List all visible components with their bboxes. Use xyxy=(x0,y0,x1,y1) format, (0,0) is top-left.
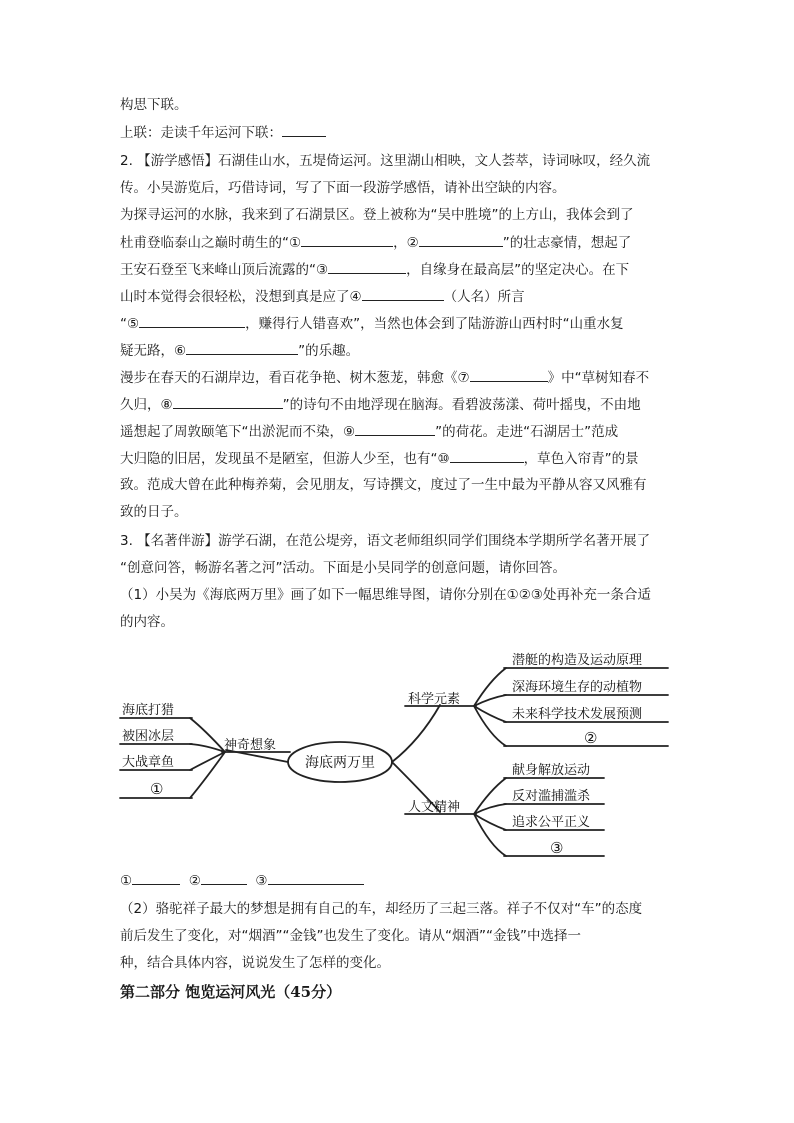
answer-line: ① ② ③ xyxy=(120,870,680,891)
branch-node-right-bottom: 人文精神 xyxy=(408,800,461,815)
right-top-item: 深海环境生存的动植物 xyxy=(512,680,643,695)
answer-blank-2[interactable] xyxy=(419,232,503,247)
text-line: 构思下联。 xyxy=(120,97,188,113)
text-line: “⑤ ，赚得行人错喜欢”，当然也体会到了陆游游山西村时“山重水复 xyxy=(120,313,680,334)
answer-blank-3[interactable] xyxy=(328,259,406,274)
branch-node-left: 神奇想象 xyxy=(224,738,277,753)
connector xyxy=(190,752,225,798)
text-line: 遥想起了周敦颐笔下“出淤泥而不染，⑨ ”的荷花。走进“石湖居士”范成 xyxy=(120,421,680,442)
text-line: 山时本觉得会很轻松，没想到真是应了④ （人名）所言 xyxy=(120,286,680,307)
section-heading: 第二部分 饱览运河风光（45分） xyxy=(120,983,342,1001)
branch-node-right-top: 科学元素 xyxy=(408,692,461,707)
answer-blank-10[interactable] xyxy=(450,448,524,463)
connector xyxy=(474,695,506,706)
text-line: 上联：走读千年运河下联： xyxy=(120,122,680,143)
right-top-item: 未来科学技术发展预测 xyxy=(512,707,643,722)
text-line: 久归，⑧ ”的诗句不由地浮现在脑海。看碧波荡漾、荷叶摇曳，不由地 xyxy=(120,394,680,415)
answer-blank-9[interactable] xyxy=(355,421,435,436)
answer-blank-map-2[interactable] xyxy=(201,870,247,885)
text-line: 种，结合具体内容，说说发生了怎样的变化。 xyxy=(120,955,390,971)
connector xyxy=(474,668,506,706)
text-line: 王安石登至飞来峰山顶后流露的“③ ，自缘身在最高层”的坚定决心。在下 xyxy=(120,259,680,280)
right-bottom-item: 反对滥捕滥杀 xyxy=(512,789,591,804)
right-top-item-blank: ② xyxy=(584,729,598,747)
text-line: 的内容。 xyxy=(120,614,174,630)
connector xyxy=(474,814,506,856)
left-item: 海底打猎 xyxy=(122,703,175,718)
text-line: 大归隐的旧居，发现虽不是陋室，但游人少至，也有“⑩ ，草色入帘青”的景 xyxy=(120,448,680,469)
text-line: 杜甫登临泰山之巅时萌生的“① ，② ”的壮志豪情，想起了 xyxy=(120,232,680,253)
text-line: 漫步在春天的石湖岸边，看百花争艳、树木葱茏，韩愈《⑦ 》中“草树知春不 xyxy=(120,367,680,388)
mind-map-diagram xyxy=(0,640,794,870)
text-line: 疑无路，⑥ ”的乐趣。 xyxy=(120,340,680,361)
text-line: 传。小吴游览后，巧借诗词，写了下面一段游学感悟，请补出空缺的内容。 xyxy=(120,180,566,196)
answer-blank-map-3[interactable] xyxy=(268,870,364,885)
answer-blank-7[interactable] xyxy=(470,367,548,382)
answer-blank-4[interactable] xyxy=(362,286,444,301)
text-line: 致。范成大曾在此种梅养菊，会见朋友，写诗撰文，度过了一生中最为平静从容又风雅有 xyxy=(120,477,647,493)
right-bottom-item-blank: ③ xyxy=(550,839,564,857)
connector xyxy=(474,804,506,814)
left-item: 被困冰层 xyxy=(122,729,175,744)
text-line: （2）骆驼祥子最大的梦想是拥有自己的车，却经历了三起三落。祥子不仅对“车”的态度 xyxy=(120,901,643,917)
answer-blank-6[interactable] xyxy=(186,340,298,355)
right-bottom-item: 献身解放运动 xyxy=(512,763,591,778)
answer-blank-8[interactable] xyxy=(173,394,283,409)
question-2-line: 2. 【游学感悟】石湖佳山水，五堤倚运河。这里湖山相映，文人荟萃，诗词咏叹，经久流 xyxy=(120,153,651,169)
text-line: “创意问答，畅游名著之河”活动。下面是小吴同学的创意问题，请你回答。 xyxy=(120,560,566,576)
connector xyxy=(392,705,440,762)
left-item-blank: ① xyxy=(150,780,164,798)
answer-blank-1[interactable] xyxy=(301,232,393,247)
connector xyxy=(474,706,506,746)
answer-blank[interactable] xyxy=(282,122,326,137)
text-line: 致的日子。 xyxy=(120,504,188,520)
right-top-item: 潜艇的构造及运动原理 xyxy=(512,653,643,668)
left-item: 大战章鱼 xyxy=(122,755,175,770)
question-3-line: 3. 【名著伴游】游学石湖，在范公堤旁，语文老师组织同学们围绕本学期所学名著开展了 xyxy=(120,533,651,549)
center-node: 海底两万里 xyxy=(305,755,375,771)
text-line: 前后发生了变化，对“烟酒”“金钱”也发生了变化。请从“烟酒”“金钱”中选择一 xyxy=(120,928,581,944)
right-bottom-item: 追求公平正义 xyxy=(512,815,591,830)
answer-blank-map-1[interactable] xyxy=(132,870,180,885)
connector xyxy=(190,752,225,770)
connector xyxy=(474,778,506,814)
answer-blank-5[interactable] xyxy=(139,313,245,328)
text-line: 为探寻运河的水脉，我来到了石湖景区。登上被称为“吴中胜境”的上方山，我体会到了 xyxy=(120,207,634,223)
text-line: （1）小吴为《海底两万里》画了如下一幅思维导图，请你分别在①②③处再补充一条合适 xyxy=(120,587,651,603)
